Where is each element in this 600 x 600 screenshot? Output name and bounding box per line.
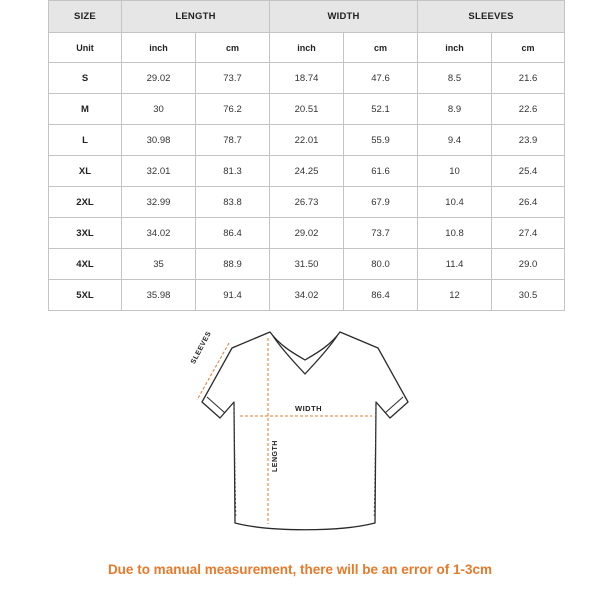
measurement-cell: 78.7 xyxy=(196,125,270,156)
size-cell: 2XL xyxy=(49,187,122,218)
size-cell: L xyxy=(49,125,122,156)
header-width: WIDTH xyxy=(270,1,418,33)
measurement-note: Due to manual measurement, there will be an error of 1-3cm xyxy=(107,562,493,577)
measurement-cell: 81.3 xyxy=(196,156,270,187)
measurement-cell: 8.9 xyxy=(418,94,492,125)
tshirt-diagram xyxy=(180,318,430,550)
measurement-cell: 26.73 xyxy=(270,187,344,218)
measurement-cell: 23.9 xyxy=(492,125,565,156)
measurement-cell: 8.5 xyxy=(418,63,492,94)
header-sleeves: SLEEVES xyxy=(418,1,565,33)
table-row xyxy=(49,156,565,187)
measurement-cell: 12 xyxy=(418,280,492,311)
measurement-cell: 67.9 xyxy=(344,187,418,218)
measurement-cell: 86.4 xyxy=(344,280,418,311)
size-cell: 5XL xyxy=(49,280,122,311)
size-cell: XL xyxy=(49,156,122,187)
measurement-cell: 34.02 xyxy=(270,280,344,311)
unit-cell: cm xyxy=(196,33,270,63)
measurement-cell: 29.0 xyxy=(492,249,565,280)
measurement-cell: 31.50 xyxy=(270,249,344,280)
measurement-cell: 24.25 xyxy=(270,156,344,187)
measurement-cell: 29.02 xyxy=(122,63,196,94)
table-row xyxy=(49,218,565,249)
length-label: LENGTH xyxy=(272,440,279,472)
measurement-cell: 76.2 xyxy=(196,94,270,125)
measurement-cell: 61.6 xyxy=(344,156,418,187)
measurement-cell: 73.7 xyxy=(344,218,418,249)
table-row xyxy=(49,187,565,218)
table-row xyxy=(49,280,565,311)
measurement-cell: 47.6 xyxy=(344,63,418,94)
header-length: LENGTH xyxy=(122,1,270,33)
measurement-cell: 88.9 xyxy=(196,249,270,280)
table-row xyxy=(49,125,565,156)
measurement-cell: 29.02 xyxy=(270,218,344,249)
header-row xyxy=(49,1,565,33)
unit-cell: inch xyxy=(418,33,492,63)
measurement-cell: 25.4 xyxy=(492,156,565,187)
unit-cell: inch xyxy=(270,33,344,63)
measurement-cell: 20.51 xyxy=(270,94,344,125)
measurement-cell: 34.02 xyxy=(122,218,196,249)
measurement-cell: 52.1 xyxy=(344,94,418,125)
measurement-cell: 26.4 xyxy=(492,187,565,218)
sleeves-label: SLEEVES xyxy=(190,330,213,366)
size-cell: 3XL xyxy=(49,218,122,249)
measurement-cell: 11.4 xyxy=(418,249,492,280)
measurement-cell: 22.01 xyxy=(270,125,344,156)
header-size: SIZE xyxy=(49,1,122,33)
measurement-cell: 9.4 xyxy=(418,125,492,156)
measurement-cell: 30.98 xyxy=(122,125,196,156)
measurement-cell: 35.98 xyxy=(122,280,196,311)
measurement-cell: 10 xyxy=(418,156,492,187)
size-cell: M xyxy=(49,94,122,125)
unit-cell: cm xyxy=(344,33,418,63)
measurement-cell: 10.8 xyxy=(418,218,492,249)
measurement-cell: 30.5 xyxy=(492,280,565,311)
table-row xyxy=(49,63,565,94)
unit-cell: cm xyxy=(492,33,565,63)
unit-cell: inch xyxy=(122,33,196,63)
measurement-cell: 32.01 xyxy=(122,156,196,187)
measurement-cell: 21.6 xyxy=(492,63,565,94)
unit-row xyxy=(49,33,565,63)
unit-label: Unit xyxy=(49,33,122,63)
measurement-cell: 10.4 xyxy=(418,187,492,218)
table-row xyxy=(49,94,565,125)
measurement-cell: 35 xyxy=(122,249,196,280)
measurement-cell: 27.4 xyxy=(492,218,565,249)
measurement-cell: 30 xyxy=(122,94,196,125)
size-cell: 4XL xyxy=(49,249,122,280)
measurement-cell: 83.8 xyxy=(196,187,270,218)
measurement-cell: 86.4 xyxy=(196,218,270,249)
measurement-cell: 18.74 xyxy=(270,63,344,94)
size-chart-table xyxy=(48,0,565,311)
size-cell: S xyxy=(49,63,122,94)
measurement-cell: 80.0 xyxy=(344,249,418,280)
measurement-cell: 73.7 xyxy=(196,63,270,94)
measurement-cell: 55.9 xyxy=(344,125,418,156)
measurement-cell: 91.4 xyxy=(196,280,270,311)
measurement-cell: 22.6 xyxy=(492,94,565,125)
tshirt-outline xyxy=(180,318,430,550)
width-label: WIDTH xyxy=(295,404,323,413)
table-row xyxy=(49,249,565,280)
measurement-cell: 32.99 xyxy=(122,187,196,218)
